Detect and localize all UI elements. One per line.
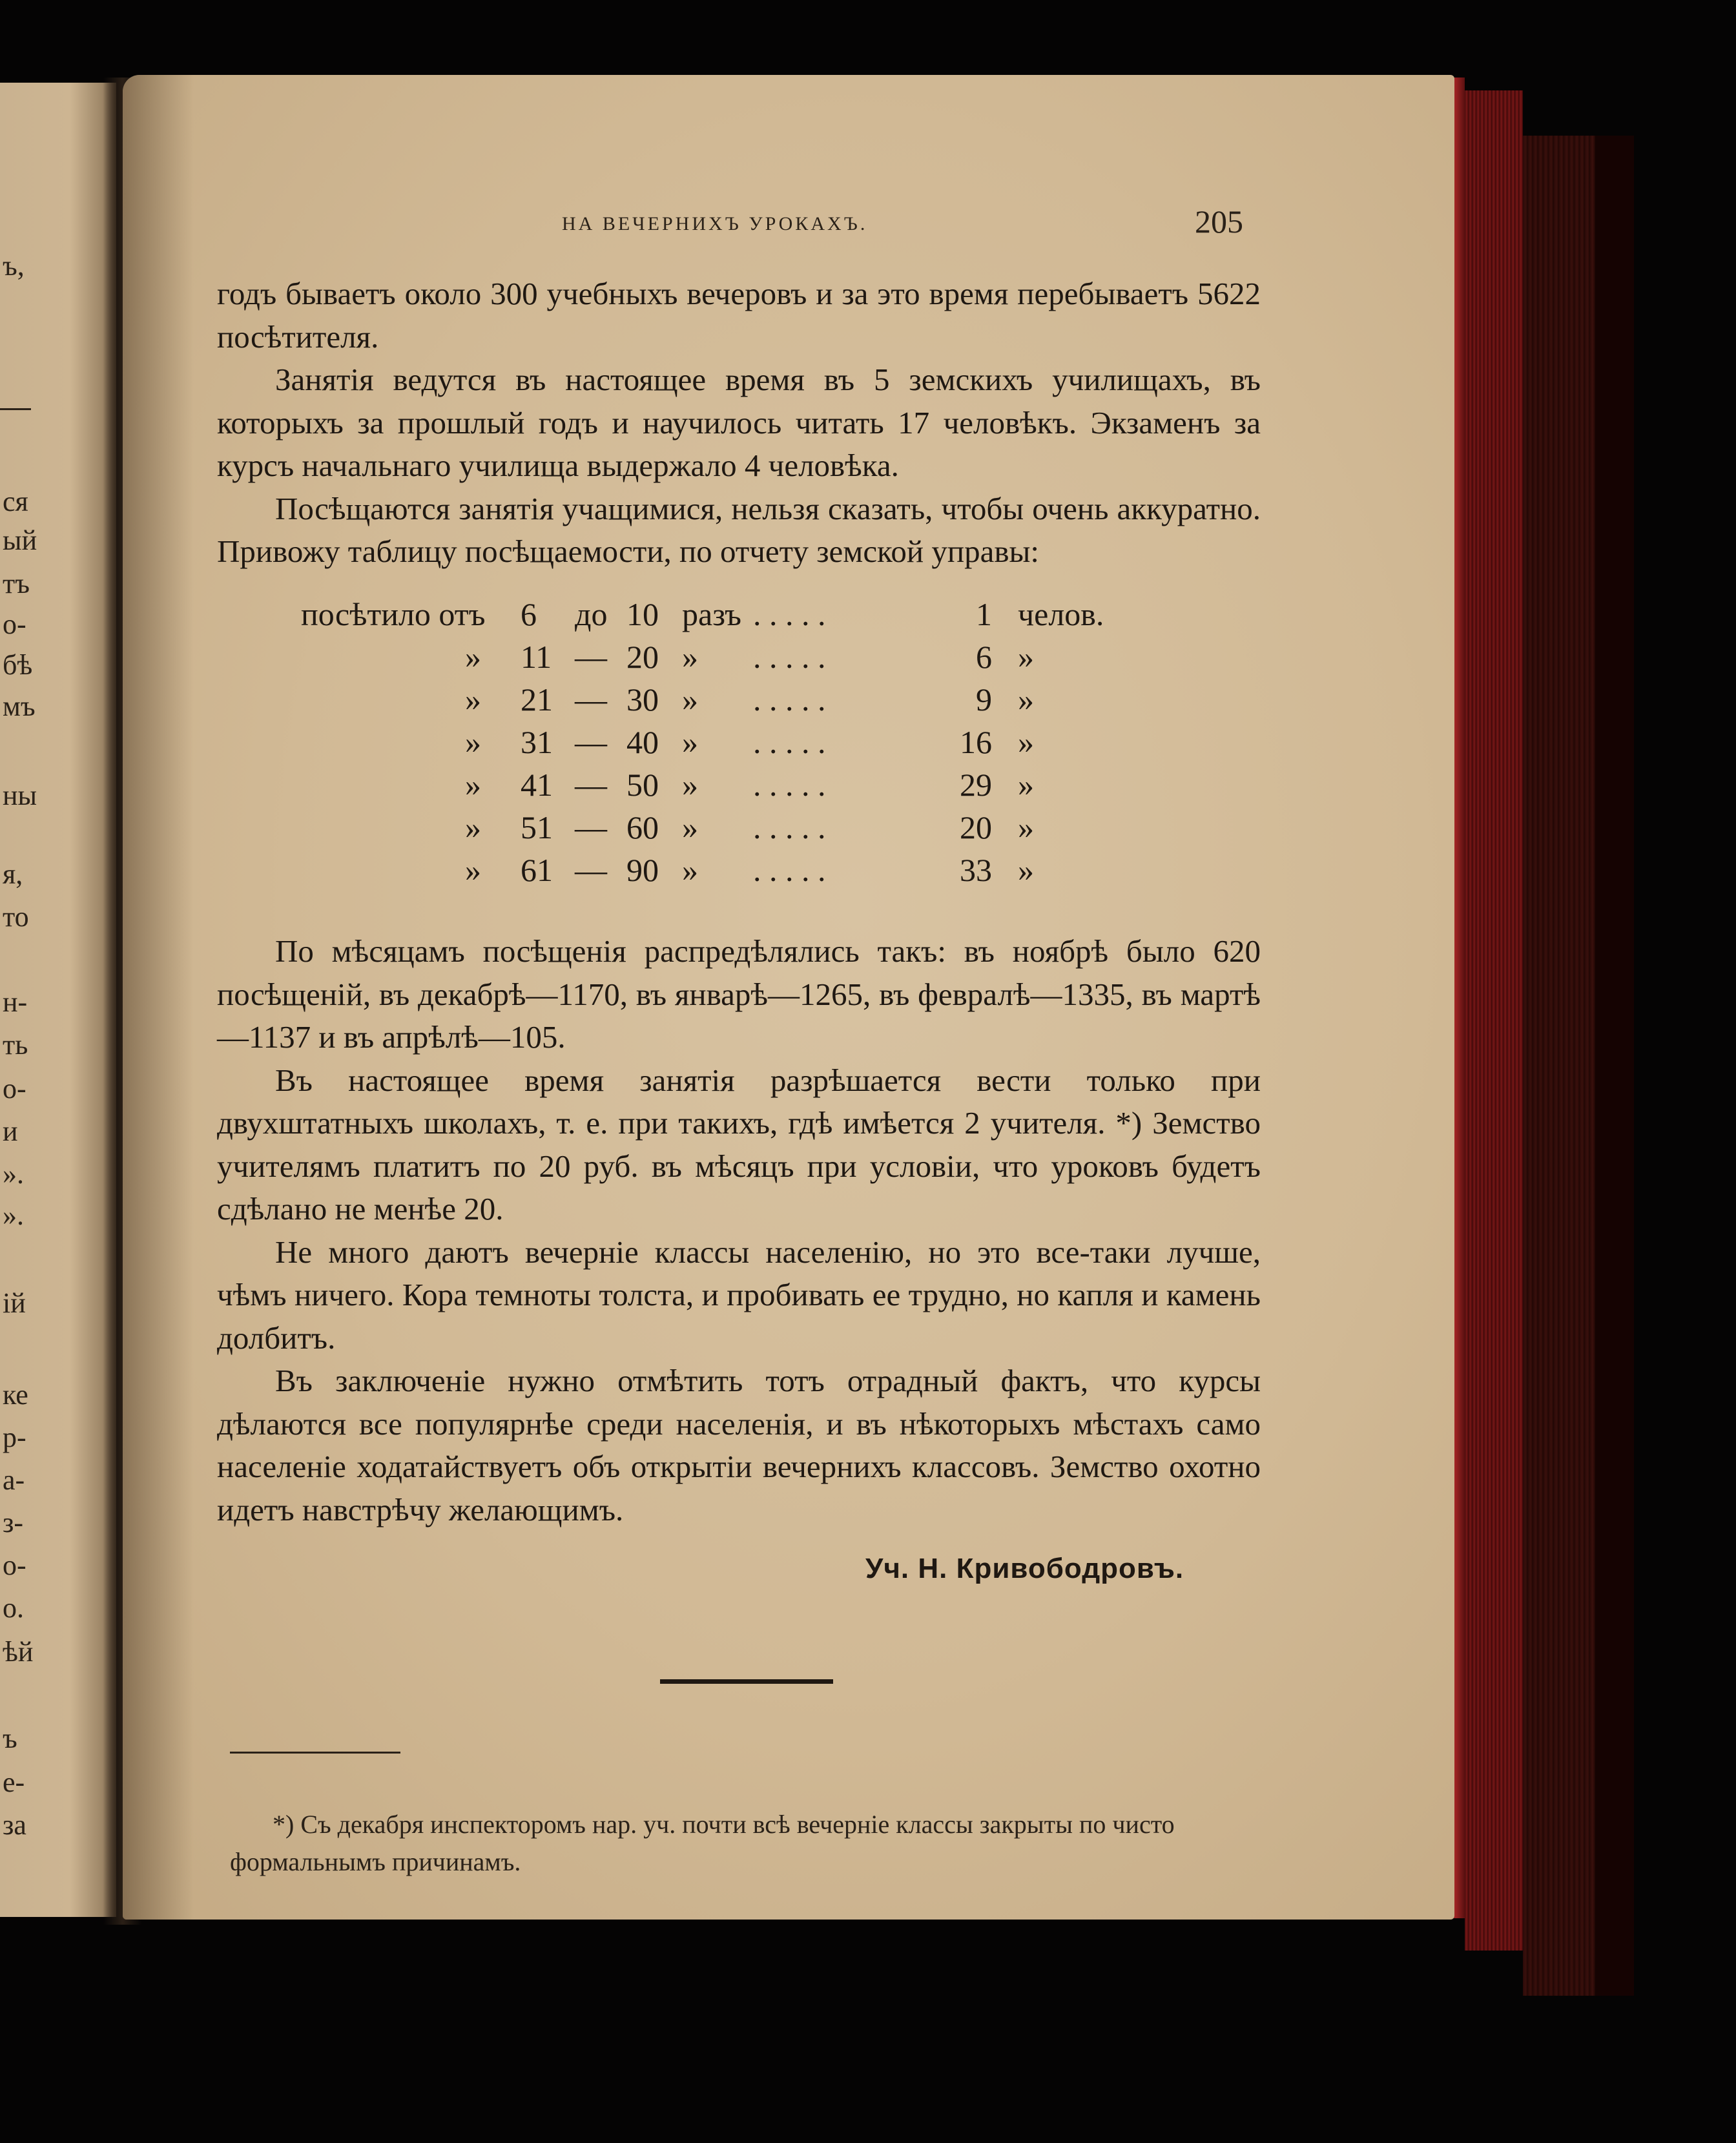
table-cell-unit: »	[682, 681, 698, 718]
table-cell-dots: . . . . .	[753, 596, 826, 632]
table-cell-dots: . . . . .	[753, 809, 826, 845]
table-cell-ditto: »	[465, 724, 481, 760]
table-cell-unit: »	[682, 724, 698, 760]
table-cell-from: 21	[521, 681, 553, 718]
paragraph-5: Въ настоящее время занятія разрѣшается вести только при двухштатныхъ школахъ, т. е. при такихъ, гдѣ имѣется 2 учителя. *) Земство учителямъ платитъ по 20 руб. въ мѣсяцъ при условіи, что уроковъ будетъ сдѣлано не менѣе 20.	[217, 1062, 1261, 1227]
table-cell-ditto: »	[465, 852, 481, 888]
table-cell-sep: —	[575, 639, 607, 675]
left-page-fragment: ъ,	[3, 250, 25, 282]
table-cell-ditto: »	[465, 681, 481, 718]
book-block-edges	[1465, 90, 1523, 1951]
left-page-fragment: ть	[3, 1029, 28, 1061]
left-page-fragment: ъ	[3, 1723, 17, 1754]
left-page-fragment: а-	[3, 1464, 25, 1496]
table-cell-from: 41	[521, 767, 553, 803]
body-text-bottom	[217, 930, 1261, 1531]
left-page-fragment: ».	[3, 1199, 24, 1231]
table-cell-unit: »	[682, 852, 698, 888]
footnote	[230, 1806, 1250, 1881]
table-cell-unit: »	[682, 639, 698, 675]
left-page-fragment: я,	[3, 858, 23, 890]
left-page-fragment: о-	[3, 608, 26, 640]
left-page-fragment: о-	[3, 1073, 26, 1104]
table-cell-unit: разъ	[682, 596, 741, 632]
left-page-rule	[0, 408, 31, 410]
table-cell-sep: —	[575, 767, 607, 803]
table-cell-from: 51	[521, 809, 553, 845]
left-page-fragment: и	[3, 1115, 18, 1147]
left-page-fragment: ый	[3, 524, 37, 556]
table-cell-sep: до	[575, 596, 608, 632]
paragraph-3: Посѣщаются занятія учащимися, нельзя сказать, чтобы очень аккуратно. Привожу таблицу посѣщаемости, по отчету земской управы:	[217, 490, 1261, 569]
table-cell-dots: . . . . .	[753, 639, 826, 675]
table-cell-tail: »	[1018, 639, 1034, 675]
paragraph-2: Занятія ведутся въ настоящее время въ 5 земскихъ училищахъ, въ которыхъ за прошлый годъ и научилось читать 17 человѣкъ. Экзаменъ за курсъ начальнаго училища выдержало 4 человѣка.	[217, 362, 1261, 483]
page-number: 205	[1195, 203, 1243, 240]
book-cover-shadow	[1595, 136, 1634, 1996]
table-cell-ditto: »	[465, 809, 481, 845]
left-page-fragment: бѣ	[3, 649, 33, 681]
paragraph-4: По мѣсяцамъ посѣщенія распредѣлялись такъ: въ ноябрѣ было 620 посѣщеній, въ декабрѣ—1170, въ январѣ—1265, въ февралѣ—1335, въ мартѣ—1137 и въ апрѣлѣ—105.	[217, 933, 1261, 1055]
body-text-top	[217, 273, 1261, 574]
table-cell-to: 30	[626, 681, 659, 718]
left-page-fragment: ны	[3, 780, 37, 811]
table-cell-from: 6	[521, 596, 537, 632]
end-rule	[660, 1679, 833, 1684]
left-page-fragment: ся	[3, 486, 28, 517]
table-cell-tail: »	[1018, 724, 1034, 760]
author-signature: Уч. Н. Кривободровъ.	[865, 1553, 1184, 1584]
table-cell-count: 20	[960, 809, 992, 845]
left-page-fragment: ѣй	[3, 1636, 34, 1668]
table-cell-to: 20	[626, 639, 659, 675]
table-cell-to: 60	[626, 809, 659, 845]
table-cell-count: 33	[960, 852, 992, 888]
table-cell-dots: . . . . .	[753, 724, 826, 760]
table-cell-to: 40	[626, 724, 659, 760]
left-page-fragment: ій	[3, 1287, 26, 1319]
left-page-fragment: ».	[3, 1158, 24, 1190]
table-cell-count: 6	[976, 639, 992, 675]
left-page-fragment: за	[3, 1809, 26, 1841]
table-cell-count: 16	[960, 724, 992, 760]
table-cell-dots: . . . . .	[753, 767, 826, 803]
paragraph-7: Въ заключеніе нужно отмѣтить тотъ отрадный фактъ, что курсы дѣлаются все популярнѣе среди населенія, и въ нѣкоторыхъ мѣстахъ само населеніе ходатайствуетъ объ открытіи вечернихъ классовъ. Земство охотно идетъ навстрѣчу желающимъ.	[217, 1363, 1261, 1527]
left-page-fragment: о.	[3, 1592, 24, 1624]
left-page-fragment: е-	[3, 1766, 25, 1798]
table-cell-count: 9	[976, 681, 992, 718]
table-cell-from: 61	[521, 852, 553, 888]
table-cell-sep: —	[575, 809, 607, 845]
table-cell-ditto: »	[465, 639, 481, 675]
table-cell-to: 10	[626, 596, 659, 632]
table-cell-tail: »	[1018, 681, 1034, 718]
footnote-rule	[230, 1752, 400, 1754]
table-cell-sep: —	[575, 852, 607, 888]
table-cell-sep: —	[575, 724, 607, 760]
left-page-fragment: то	[3, 901, 29, 933]
left-page-fragment: з-	[3, 1507, 24, 1538]
footnote-text: *) Съ декабря инспекторомъ нар. уч. почти всѣ вечерніе классы закрыты по чисто формальнымъ причинамъ.	[230, 1810, 1175, 1876]
table-cell-tail: »	[1018, 809, 1034, 845]
table-cell-dots: . . . . .	[753, 681, 826, 718]
table-cell-dots: . . . . .	[753, 852, 826, 888]
running-head: НА ВЕЧЕРНИХЪ УРОКАХЪ.	[562, 213, 868, 234]
table-cell-unit: »	[682, 767, 698, 803]
left-page-fragment: тъ	[3, 568, 30, 599]
left-page-fragment: н-	[3, 986, 28, 1018]
left-page-fragment: о-	[3, 1549, 26, 1581]
table-cell-tail: челов.	[1018, 596, 1104, 632]
table-cell-sep: —	[575, 681, 607, 718]
left-page-fragment: р-	[3, 1422, 26, 1453]
table-cell-count: 1	[976, 596, 992, 632]
paragraph-1: годъ бываетъ около 300 учебныхъ вечеровъ и за это время перебываетъ 5622 посѣтителя.	[217, 276, 1261, 355]
left-page-fragment: мъ	[3, 690, 36, 722]
table-cell-count: 29	[960, 767, 992, 803]
table-cell-from: 11	[521, 639, 552, 675]
table-cell-unit: »	[682, 809, 698, 845]
page-inner-shadow	[123, 75, 194, 1920]
left-page-fragment: ке	[3, 1379, 28, 1411]
table-cell-label: посѣтило отъ	[301, 596, 486, 632]
table-cell-to: 50	[626, 767, 659, 803]
table-cell-from: 31	[521, 724, 553, 760]
paragraph-6: Не много даютъ вечерніе классы населенію, но это все-таки лучше, чѣмъ ничего. Кора темноты толста, и пробивать ее трудно, но капля и камень долбитъ.	[217, 1234, 1261, 1356]
table-cell-tail: »	[1018, 767, 1034, 803]
table-cell-to: 90	[626, 852, 659, 888]
table-cell-ditto: »	[465, 767, 481, 803]
table-cell-tail: »	[1018, 852, 1034, 888]
